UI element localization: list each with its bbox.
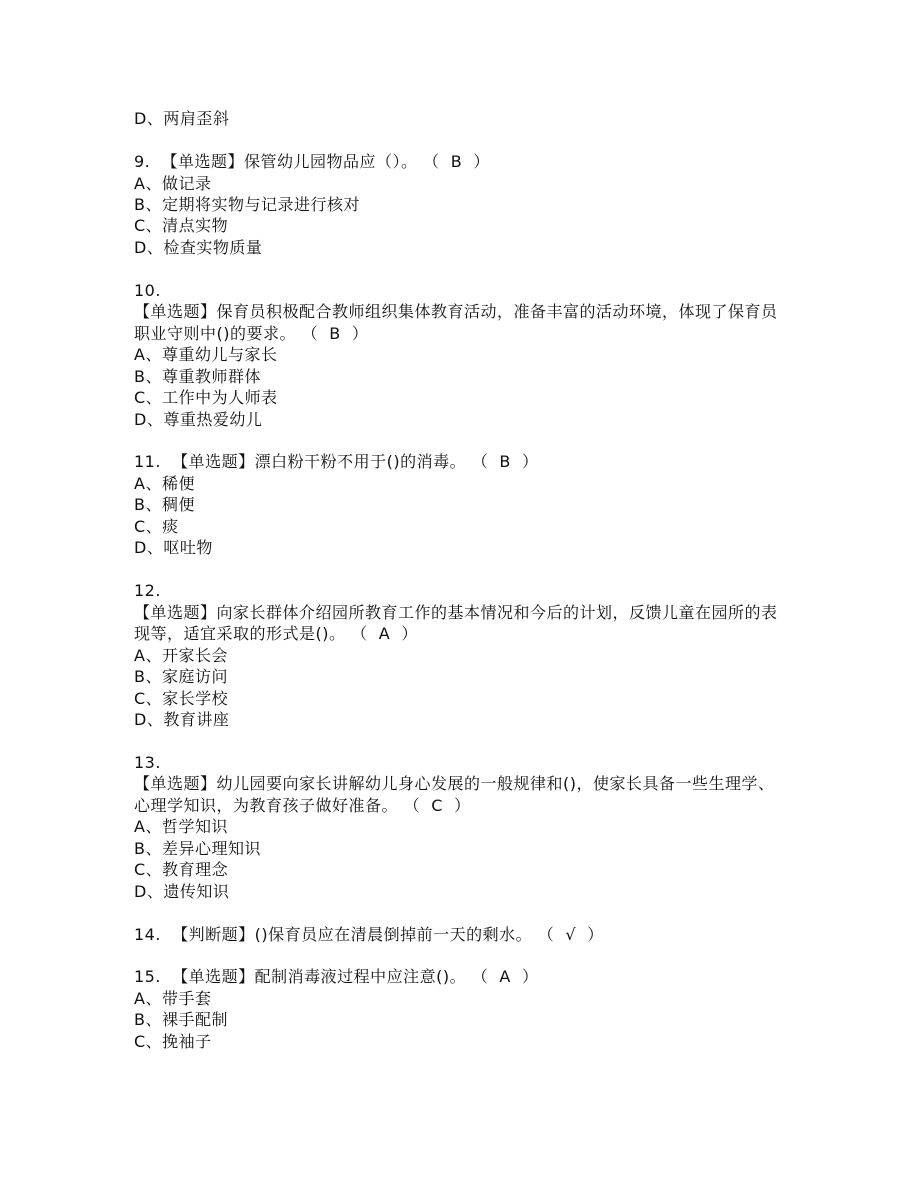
q10-stem-line2: 职业守则中()的要求。 （ B ）	[134, 324, 369, 343]
q12-option-d: D、教育讲座	[134, 710, 230, 729]
q10-number: 10.	[134, 281, 161, 300]
q14-stem: 14. 【判断题】()保育员应在清晨倒掉前一天的剩水。 （ √ ）	[134, 925, 604, 944]
q13-stem-line1: 【单选题】幼儿园要向家长讲解幼儿身心发展的一般规律和()，使家长具备一些生理学、	[134, 774, 775, 793]
q13-option-a: A、哲学知识	[134, 817, 228, 836]
q12-option-a: A、开家长会	[134, 646, 228, 665]
q15-stem: 15. 【单选题】配制消毒液过程中应注意()。 （ A ）	[134, 967, 539, 986]
q9-option-d: D、检查实物质量	[134, 238, 263, 257]
q12-option-c: C、家长学校	[134, 689, 229, 708]
q13-stem-line2: 心理学知识，为教育孩子做好准备。 （ C ）	[134, 796, 471, 815]
q9-option-c: C、清点实物	[134, 216, 229, 235]
q12-option-b: B、家庭访问	[134, 667, 228, 686]
q11-option-c: C、痰	[134, 517, 179, 536]
q12-number: 12.	[134, 581, 161, 600]
q13-option-b: B、差异心理知识	[134, 839, 261, 858]
q9-option-a: A、做记录	[134, 174, 212, 193]
q10-option-c: C、工作中为人师表	[134, 388, 278, 407]
q15-option-b: B、裸手配制	[134, 1010, 228, 1029]
q12-stem-line1: 【单选题】向家长群体介绍园所教育工作的基本情况和今后的计划，反馈儿童在园所的表	[134, 603, 778, 622]
q15-option-a: A、带手套	[134, 989, 212, 1008]
q11-option-b: B、稠便	[134, 495, 195, 514]
q12-stem-line2: 现等，适宜采取的形式是()。 （ A ）	[134, 624, 418, 643]
q10-option-b: B、尊重教师群体	[134, 367, 261, 386]
q13-option-c: C、教育理念	[134, 860, 229, 879]
q15-option-c: C、挽袖子	[134, 1032, 212, 1051]
q11-option-a: A、稀便	[134, 474, 195, 493]
q8-option-d: D、两肩歪斜	[134, 109, 230, 128]
q11-stem: 11. 【单选题】漂白粉干粉不用于()的消毒。 （ B ）	[134, 452, 539, 471]
q13-option-d: D、遗传知识	[134, 882, 230, 901]
q11-option-d: D、呕吐物	[134, 538, 213, 557]
q10-option-d: D、尊重热爱幼儿	[134, 410, 263, 429]
q9-option-b: B、定期将实物与记录进行核对	[134, 195, 360, 214]
q13-number: 13.	[134, 753, 161, 772]
q10-option-a: A、尊重幼儿与家长	[134, 345, 278, 364]
q10-stem-line1: 【单选题】保育员积极配合教师组织集体教育活动，准备丰富的活动环境，体现了保育员	[134, 302, 778, 321]
q9-stem: 9. 【单选题】保管幼儿园物品应（）。 （ B ）	[134, 152, 490, 171]
